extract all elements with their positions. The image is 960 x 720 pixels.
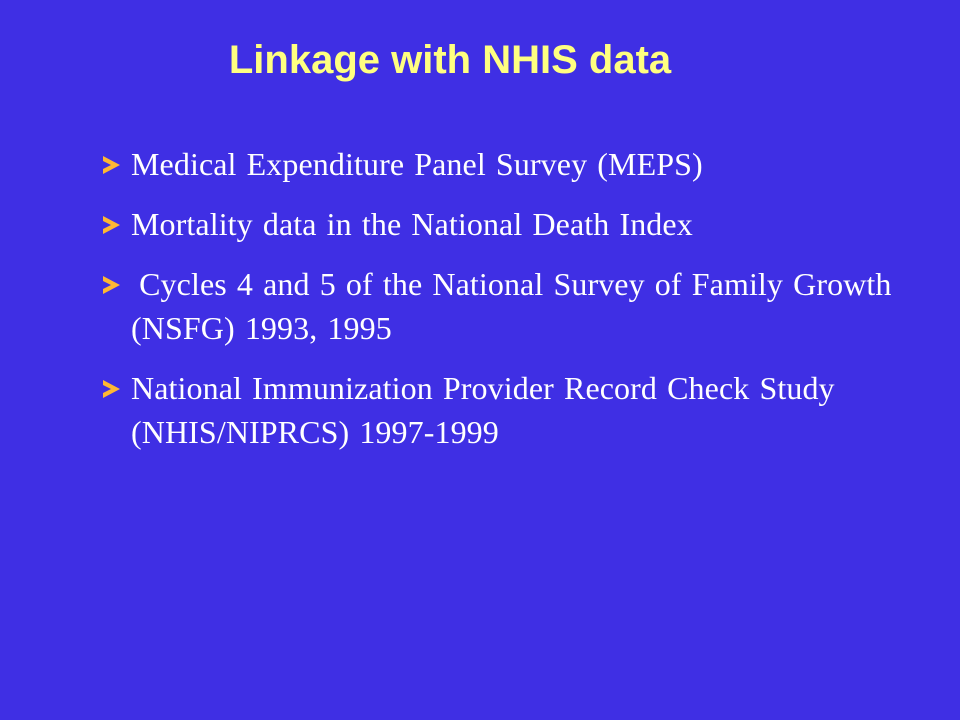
bullet-item-niprcs xyxy=(103,366,903,454)
bullet-item-meps xyxy=(103,142,903,186)
bullet-text: Medical Expenditure Panel Survey (MEPS) xyxy=(131,146,703,182)
bullet-text: Mortality data in the National Death Index xyxy=(131,206,693,242)
arrow-bullet-icon xyxy=(103,276,120,294)
bullet-item-nsfg xyxy=(103,262,903,350)
arrow-bullet-icon xyxy=(103,216,120,234)
bullet-text: Cycles 4 and 5 of the National Survey of Family Growth (NSFG) 1993, 1995 xyxy=(131,266,902,346)
bullet-item-mortality xyxy=(103,202,903,246)
slide-title: Linkage with NHIS data xyxy=(228,38,672,82)
bullet-list xyxy=(103,142,903,470)
bullet-text: National Immunization Provider Record Check Study (NHIS/NIPRCS) 1997-1999 xyxy=(131,370,835,450)
arrow-bullet-icon xyxy=(103,380,120,398)
arrow-bullet-icon xyxy=(103,156,120,174)
